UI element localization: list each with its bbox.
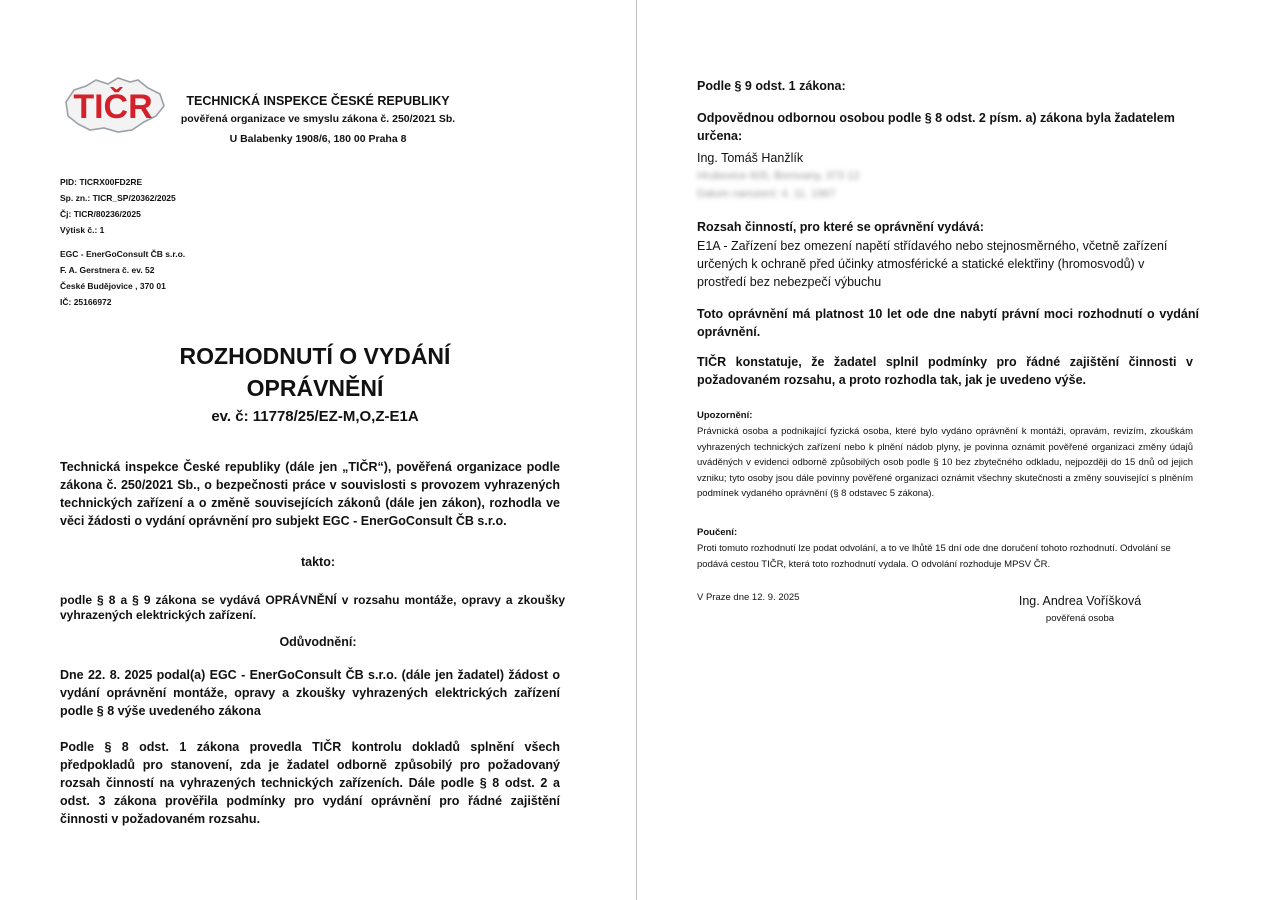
reasoning-paragraph-1: Dne 22. 8. 2025 podal(a) EGC - EnerGoConsult ČB s.r.o. (dále jen žadatel) žádost o vydání oprávnění montáže, opravy a zkoušky vyhrazených elektrických zařízení podle § 8 výše uvedeného zákona — [60, 668, 560, 718]
notice-text: Právnická osoba a podnikající fyzická osoba, které bylo vydáno oprávnění k montáži, opravám, revizím, zkouškám vyhrazených technických zařízení nebo k plnění nádob plyny, je povinna oznámit pověřené organizaci změny údajů uváděných v evidenci odborně způsobilých osob podle § 10 bez zbytečného odkladu, nejpozději do 15 dnů od jejich vzniku; tyto osoby jsou dále povinny pověřené organizaci oznámit všechny skutečnosti a změny související s plněním podmínek vydaného oprávnění (§ 8 odstavec 5 zákona). — [697, 426, 1193, 499]
recipient-street: F. A. Gerstnera č. ev. 52 — [60, 265, 155, 275]
responsible-person-heading: Odpovědnou odbornou osobou podle § 8 odst. 2 písm. a) zákona byla žadatelem určena: — [697, 111, 1175, 143]
recipient-block — [60, 246, 185, 310]
takto-label: takto: — [300, 555, 336, 569]
section-9-heading: Podle § 9 odst. 1 zákona: — [697, 79, 846, 93]
validity-statement: Toto oprávnění má platnost 10 let ode dne nabytí právní moci rozhodnutí o vydání oprávnění. — [697, 307, 1199, 339]
place-date: V Praze dne 12. 9. 2025 — [697, 592, 800, 603]
evidence-number: ev. č: 11778/25/EZ-M,O,Z-E1A — [211, 408, 419, 425]
org-address: U Balabenky 1908/6, 180 00 Praha 8 — [229, 133, 407, 145]
redacted-address: Hrubovice 605, Borovany, 373 12 — [697, 170, 860, 182]
reasoning-paragraph-2: Podle § 8 odst. 1 zákona provedla TIČR kontrolu dokladů splnění všech předpokladů pro stanovení, zda je žadatel odborně způsobilý pro požadovaný rozsah činností na vyhrazených technických zařízeních. Dále podle § 8 odst. 2 a odst. 3 zákona prověřila podmínky pro vydání oprávnění pro řádné zajištění činnosti v požadovaném rozsahu. — [60, 740, 560, 826]
signer-name: Ing. Andrea Voříšková — [1018, 594, 1142, 608]
title-line-2: OPRÁVNĚNÍ — [246, 375, 384, 401]
page-divider — [636, 0, 637, 900]
responsible-person-name: Ing. Tomáš Hanžlík — [697, 151, 804, 165]
redacted-birthdate: Datum narození: 4. 11. 1967 — [697, 188, 836, 200]
scope-heading: Rozsah činností, pro které se oprávnění vydává: — [697, 220, 984, 234]
file-number: Sp. zn.: TICR_SP/20362/2025 — [60, 193, 176, 203]
reasoning-title: Odůvodnění: — [279, 635, 357, 649]
recipient-city: České Budějovice , 370 01 — [60, 281, 166, 291]
title-line-1: ROZHODNUTÍ O VYDÁNÍ — [179, 343, 451, 369]
logo-text: TIČR — [73, 88, 153, 126]
recipient-name: EGC - EnerGoConsult ČB s.r.o. — [60, 249, 186, 259]
ticr-logo — [60, 72, 166, 138]
decision-paragraph: podle § 8 a § 9 zákona se vydává OPRÁVNĚNÍ v rozsahu montáže, opravy a zkoušky vyhrazených elektrických zařízení. — [60, 593, 565, 622]
recipient-ic: IČ: 25166972 — [60, 297, 112, 307]
reference-number: Čj: TICR/80236/2025 — [60, 209, 141, 219]
document-title — [60, 340, 570, 404]
org-authorization: pověřená organizace ve smyslu zákona č. 250/2021 Sb. — [180, 113, 456, 125]
intro-paragraph: Technická inspekce České republiky (dále jen „TIČR“), pověřená organizace podle zákona č. 250/2021 Sb., o bezpečnosti práce v souvislosti s provozem vyhrazených technických zařízení a o změně souvisejících zákonů (dále jen zákon), rozhodla ve věci žádosti o vydání oprávnění pro subjekt EGC - EnerGoConsult ČB s.r.o. — [60, 460, 560, 528]
org-name: TECHNICKÁ INSPEKCE ČESKÉ REPUBLIKY — [186, 94, 450, 108]
copy-number: Výtisk č.: 1 — [60, 225, 105, 235]
reference-block — [60, 174, 176, 238]
signer-role: pověřená osoba — [1045, 613, 1115, 624]
pid: PID: TICRX00FD2RE — [60, 177, 143, 187]
instruction-heading: Poučení: — [697, 527, 738, 538]
scope-text: E1A - Zařízení bez omezení napětí střídavého nebo stejnosměrného, včetně zařízení určených k ochraně před účinky atmosférické a statické elektřiny (hromosvodů) v prostředí bez nebezpečí výbuchu — [697, 239, 1168, 289]
conclusion-statement: TIČR konstatuje, že žadatel splnil podmínky pro řádné zajištění činnosti v požadovaném rozsahu, a proto rozhodla tak, jak je uvedeno výše. — [697, 355, 1193, 387]
instruction-text: Proti tomuto rozhodnutí lze podat odvolání, a to ve lhůtě 15 dní ode dne doručení tohoto rozhodnutí. Odvolání se podává cestou TIČR, která toto rozhodnutí vydala. O odvolání rozhoduje MPSV ČR. — [697, 543, 1171, 570]
notice-heading: Upozornění: — [697, 410, 753, 421]
